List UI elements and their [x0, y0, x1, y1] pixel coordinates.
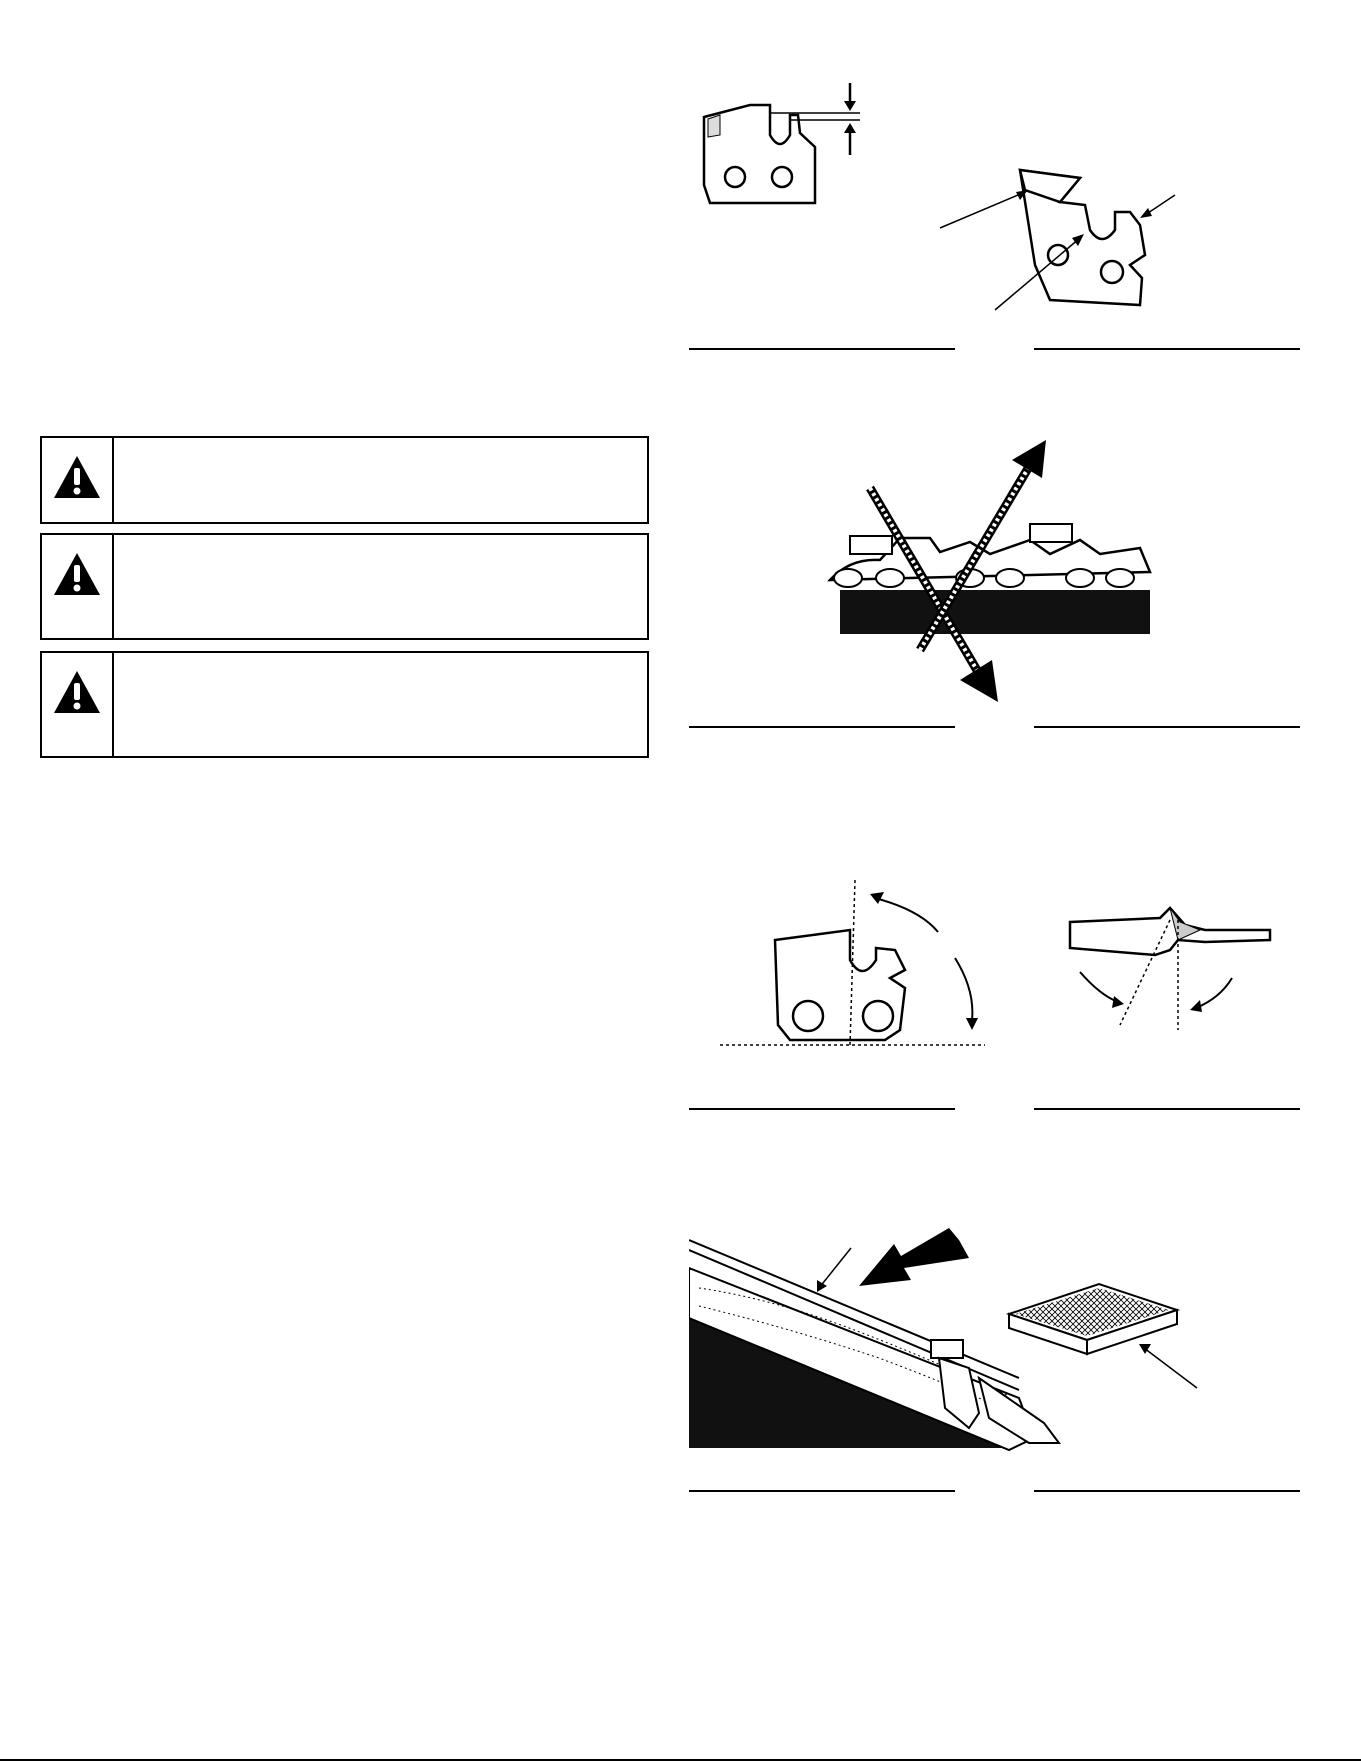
figure-rule: [1034, 1108, 1300, 1110]
figure-rule: [689, 348, 955, 350]
warning-box-1: [40, 436, 649, 524]
warning-box-2: [40, 533, 649, 640]
file-stroke-direction-figure: [820, 440, 1160, 720]
figure-rule: [1034, 348, 1300, 350]
warning-box-3: [40, 651, 649, 758]
figure-rule: [1034, 1490, 1300, 1492]
figure-rule: [689, 726, 955, 728]
warning-triangle-icon: [52, 669, 102, 715]
flat-file-jointing-figure: [689, 1228, 1209, 1473]
figure-rule: [689, 1490, 955, 1492]
figure-rule: [689, 1108, 955, 1110]
figure-rule: [1034, 726, 1300, 728]
side-plate-angle-figure: [1060, 900, 1280, 1040]
cutter-parts-figure: [930, 160, 1190, 330]
warning-triangle-icon: [52, 551, 102, 597]
warning-triangle-icon: [52, 454, 102, 500]
depth-gauge-clearance-figure: [690, 75, 890, 215]
top-plate-filing-angle-figure: [700, 870, 990, 1060]
flat-file: [1009, 1284, 1177, 1354]
